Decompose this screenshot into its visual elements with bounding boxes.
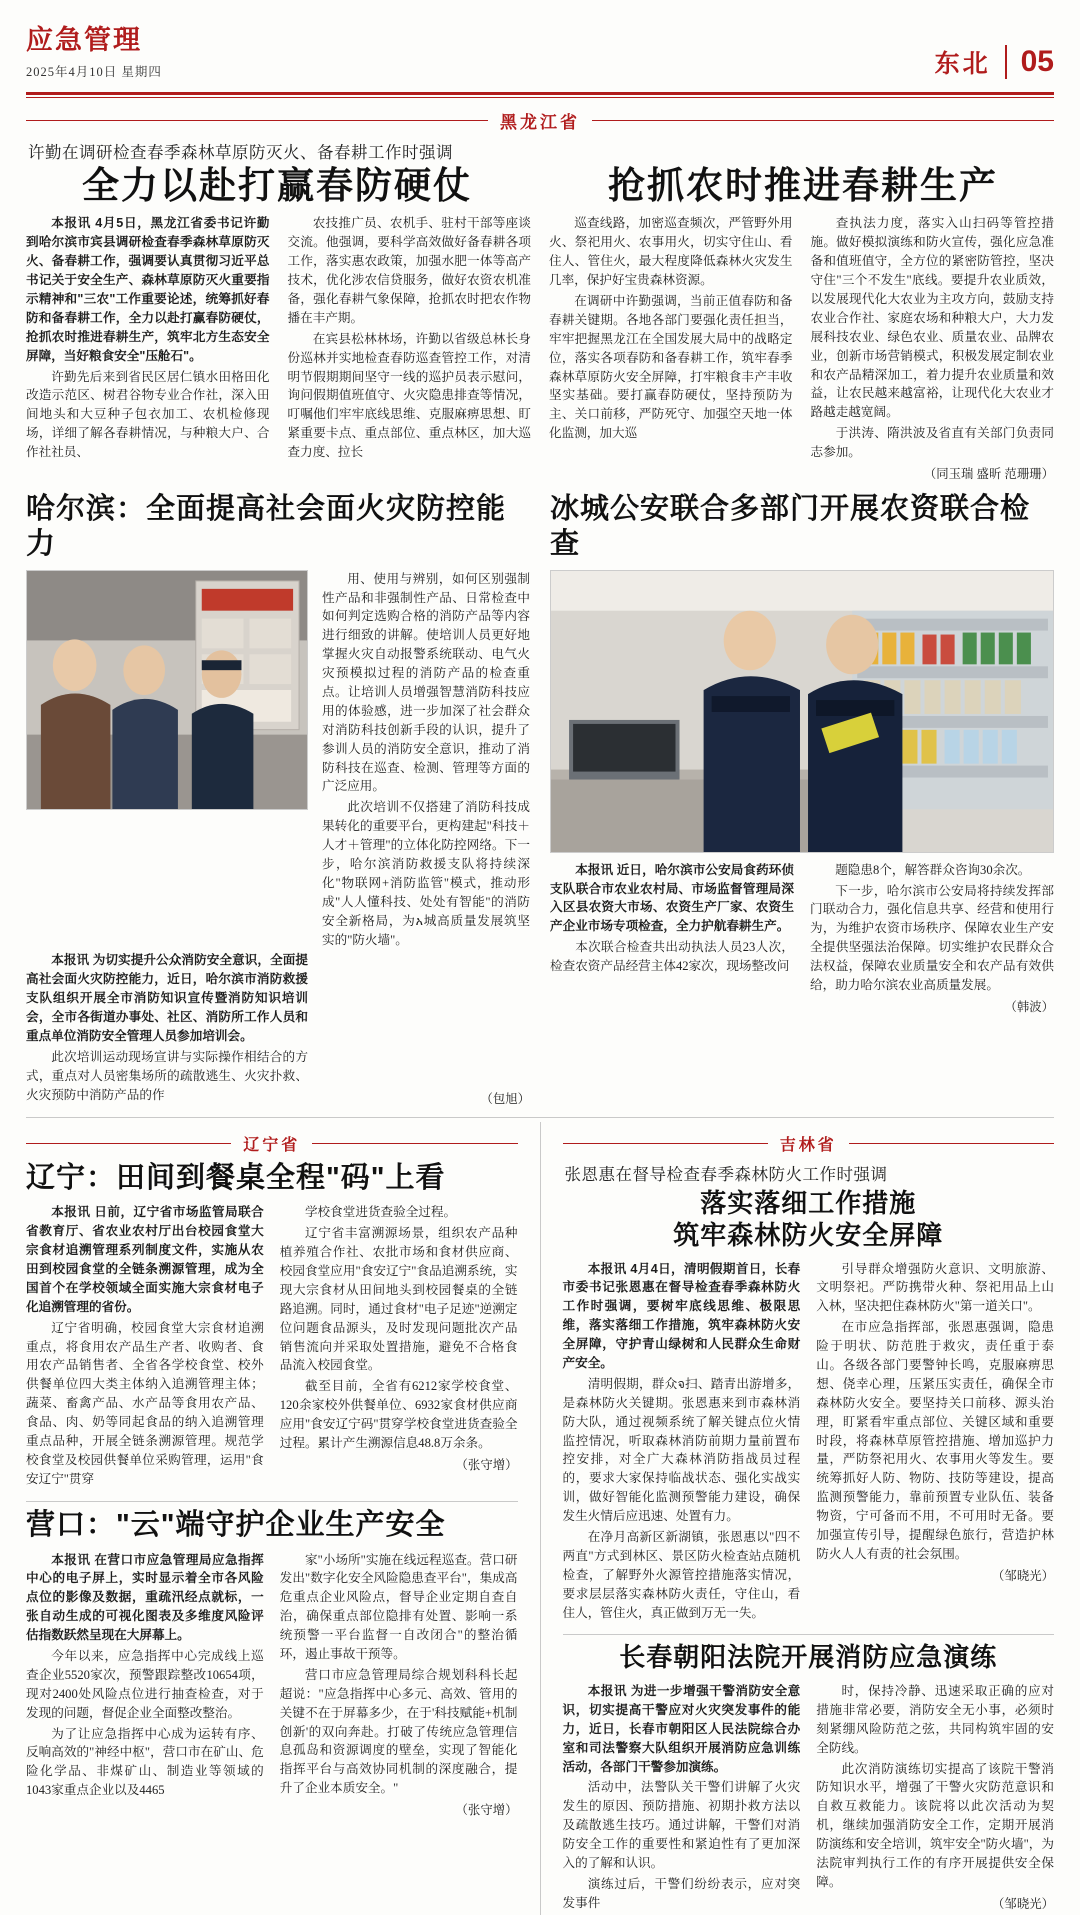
column-jilin xyxy=(563,1122,1055,1915)
bingcheng-dateline: 本报讯 近日，哈尔滨市公安局食药环侦支队联合市农业农村局、市场监督管理局深入区县农资大市场、农资生产厂家、农资生产企业市场专项检查，全力护航春耕生产。 xyxy=(550,862,794,934)
bingcheng-col-1 xyxy=(550,861,794,1015)
court-p-2-2: 此次消防演练切实提高了该院干警消防知识水平，增强了干警火灾防范意识和自救互救能力。该院将以此次活动为契机，继续加强消防安全工作，定期开展消防演练和安全培训，筑牢安全"防火墙"，为法院审判执行工作的有序开展提供安全保障。 xyxy=(816,1761,1054,1889)
liaoning-p-2-2: 辽宁省丰富溯源场景，组织农产品种植养殖合作社、农批市场和食材供应商、校园食堂应用"食安辽宁"食品追溯系统，实现大宗食材从田间地头到校园餐桌的全链路追溯。同时，通过食材"电子足迹"逆溯定位问题食品源头，及时发现问题批次产品销售流向并采取处置措施，避免不合格食品流入校园食堂。 xyxy=(279,1226,518,1373)
liaoning-col-2 xyxy=(280,1203,518,1490)
section-rule-left xyxy=(26,120,488,121)
jilin-headline-line-1: 落实落细工作措施 xyxy=(700,1187,917,1218)
section-label-liaoning: 辽宁省 xyxy=(243,1136,301,1154)
main-story-headlines xyxy=(26,165,1054,206)
yingkou-p-1-2: 今年以来，应急指挥中心完成线上巡查企业5520家次，预警跟踪整改10654项，现对2400处风险点位进行抽查检查，对于发现的问题，督促企业全面整改整治。 xyxy=(26,1648,264,1720)
yingkou-p-2-1: 家"小场所"实施在线远程巡查。营口研发出"数字化安全风险隐患查平台"，集成高危重点企业风险点，督导企业定期自查自治，确保重点部位隐排有处置、影响一系统预警一平台监督一自改闭合"的整治循环，遏止事故干预等。 xyxy=(279,1552,518,1661)
main-story-shoulder: 许勤在调研检查春季森林草原防灭火、备春耕工作时强调 xyxy=(28,143,453,162)
section-divider-1 xyxy=(26,1117,1054,1118)
liaoning-body xyxy=(26,1203,518,1490)
yingkou-col-1 xyxy=(26,1551,264,1819)
yingkou-p-2-2: 营口市应急管理局综合规划科科长起超说："应急指挥中心多元、高效、管用的关键不在于屏幕多少，在于'科技赋能+机制创新'的双向奔赴。打破了传统应急管理信息孤岛和资源调度的壁垒，实现了智能化指挥平台与高效协同机制的深度融合，提升了企业本质安全。" xyxy=(279,1667,518,1796)
jilin-dateline: 本报讯 4月4日，清明假期首日，长春市委书记张恩惠在督导检查春季森林防火工作时强调，要树牢底线思维、极限思维，落实落细工作措施，筑牢森林防火安全屏障，守护青山绿树和人民群众生命财产安全。 xyxy=(562,1261,801,1370)
main-story-byline: （同玉瑞 盛昕 范珊珊） xyxy=(923,467,1054,482)
liaoning-p-2-3: 截至目前，全省有6212家学校食堂、120余家校外供餐单位、6932家食材供应商应用"食安辽宁码"贯穿学校食堂进货查验全过程。累计产生溯源信息48.8万余条。 xyxy=(279,1379,518,1451)
section-label-jilin: 吉林省 xyxy=(779,1136,837,1154)
liaoning-p-2-1: 学校食堂进货查验全过程。 xyxy=(304,1205,457,1220)
yingkou-col-2 xyxy=(280,1551,518,1819)
bingcheng-photo-inner xyxy=(551,571,1053,852)
liaoning-headline: 辽宁：田间到餐桌全程"码"上看 xyxy=(26,1161,446,1194)
yingkou-headline: 营口："云"端守护企业生产安全 xyxy=(26,1508,446,1541)
harbin-p-1-2: 此次培训运动现场宣讲与实际操作相结合的方式，重点对人员密集场所的疏散逃生、火灾扑救、火灾预防中消防产品的作 xyxy=(26,1049,308,1102)
harbin-text-col-1 xyxy=(26,951,308,1106)
harbin-byline-wrap xyxy=(322,951,530,1106)
main-headline-left: 全力以赴打赢春防硬仗 xyxy=(82,165,472,206)
yingkou-p-1-3: 为了让应急指挥中心成为运转有序、反响高效的"神经中枢"，营口市在矿山、危险化学品、非煤矿山、制造业等领域的1043家重点企业以及4465 xyxy=(26,1726,264,1798)
column-liaoning xyxy=(26,1122,518,1915)
jilin-col-1 xyxy=(563,1260,801,1625)
liaoning-rule-right xyxy=(312,1143,517,1144)
court-p-1-2: 活动中，法警队关干警们讲解了火灾发生的原因、预防措施、初期扑救方法以及疏散逃生技巧。通过讲解，干警们对消防安全工作的重要性和紧迫性有了更加深入的了解和认识。 xyxy=(562,1780,801,1870)
harbin-text-col-2 xyxy=(322,570,530,952)
bingcheng-byline: （韩波） xyxy=(1004,999,1054,1014)
region-label: 东北 xyxy=(934,50,991,78)
liaoning-rule-left xyxy=(26,1143,231,1144)
harbin-dateline: 本报讯 为切实提升公众消防安全意识，全面提高社会面火灾防控能力，近日，哈尔滨市消防救援支队组织开展全市消防知识宣传暨消防知识培训会，全市各街道办事处、社区、消防所工作人员和重点单位消防安全管理人员参加培训会。 xyxy=(26,953,308,1043)
jilin-rule-right xyxy=(849,1143,1054,1144)
masthead-left xyxy=(26,18,162,80)
jilin-byline: （邹晓光） xyxy=(992,1568,1054,1583)
main-p-4-1: 查执法力度，落实入山扫码等管控措施。做好模拟演练和防火宣传，强化应急准备和值班值守，全方位的紧密防管控，坚决守住"三个不发生"底线。要提升农业质效，以发展现代化大农业为主攻方向，鼓励支持农业合作社、家庭农场和种粮大户，大力发展科技农业、绿色农业、质量农业、品牌农业，创新市场营销模式，积极发展定制农业和农产品精深加工，着力提升农业质量和效益，让农民越来越富裕，让现代化大农业才路越走越宽阔。 xyxy=(810,216,1054,420)
section-label-heilongjiang: 黑龙江省 xyxy=(500,113,580,132)
court-col-1 xyxy=(563,1682,801,1915)
dateline-1: 本报讯 4月5日，黑龙江省委书记许勤到哈尔滨市宾县调研检查春季森林草原防灭火、备春耕工作，强调要认真贯彻习近平总书记关于安全生产、森林草原防灭火重要指示精神和"三农"工作重要论述，统筹抓好春防和备春耕工作，全力以赴打赢春防硬仗，抢抓农时推进春耕生产，筑牢北方生态安全屏障，当好粮食安全"压舱石"。 xyxy=(26,216,270,363)
liaoning-p-1-2: 辽宁省明确，校园食堂大宗食材追溯重点，将食用农产品生产者、收购者、食用农产品销售者、全省各学校食堂、校外供餐单位四大类主体纳入追溯管理主体；蔬菜、畜禽产品、水产品等食用农产品、食品、肉、奶等同起食品的纳入追溯管理重点品种，开展全链条溯源管理。规范学校食堂及校园供餐单位采购管理，运用"食安辽宁"贯穿 xyxy=(26,1320,264,1486)
main-story-col-4 xyxy=(811,214,1055,482)
publication-date: 2025年4月10日 星期四 xyxy=(26,65,162,79)
yingkou-byline: （张守增） xyxy=(455,1803,518,1818)
bottom-region-row xyxy=(26,1122,1054,1915)
main-p-4-2: 于洪涛、隋洪波及省直有关部门负责同志参加。 xyxy=(810,426,1054,460)
jilin-p-2-2: 在市应急指挥部，张恩惠强调，隐患险于明状、防范胜于救灾，责任重于泰山。各级各部门要警钟长鸣，克服麻痹思想、侥幸心理，压紧压实责任，确保全市森林防火安全。要坚持关口前移、源头治理，盯紧看牢重点部位、关键区域和重要时段，将森林草原管控措施、增加巡护力量，严防祭祀用火、农事用火等发生。要统筹抓好人防、物防、技防等建设，提高监测预警能力，靠前预置专业队伍、装备物资，宁可备而不用，不可用时无备。要加强宣传引导，提醒绿色旅行，营造护林防火人人有责的社会氛围。 xyxy=(816,1320,1054,1561)
harbin-byline: （包旭） xyxy=(480,1091,530,1106)
section-bar-jilin xyxy=(563,1132,1055,1155)
yingkou-dateline: 本报讯 在营口市应急管理局应急指挥中心的电子屏上，实时显示着全市各风险点位的影像及数据，重疏汛经点就标，一张自动生成的可视化图表及多维度风险评估指数跃然呈现在大屏幕上。 xyxy=(26,1552,264,1643)
court-body xyxy=(563,1682,1055,1915)
jilin-divider xyxy=(563,1634,1055,1635)
harbin-headline: 哈尔滨：全面提高社会面火灾防控能力 xyxy=(26,493,507,560)
section-bar-liaoning xyxy=(26,1132,518,1155)
jilin-body xyxy=(563,1260,1055,1625)
main-story-body xyxy=(26,214,1054,482)
jilin-rule-left xyxy=(563,1143,768,1144)
masthead-rule-secondary xyxy=(26,97,1054,98)
photo-stories-row xyxy=(26,492,1054,1107)
jilin-p-1-3: 在净月高新区新湖镇，张恩惠以"四不两直"方式到林区、景区防火检查站点随机检查，了解野外火源管控措施落实情况，要求层层落实森林防火责任，守住山，看住人，管住火，真正做到万无一失。 xyxy=(562,1530,801,1620)
harbin-photo-inner xyxy=(27,571,307,809)
main-p-2-1: 农技推广员、农机手、驻村干部等座谈交流。他强调，要科学高效做好备春耕各项工作，落实惠农政策，加强水肥一体等高产技术，优化涉农信贷服务，做好农资农机准备，强化春耕气象保障，抢抓农时把农作物播在丰产期。 xyxy=(287,216,531,325)
bingcheng-p-2-1: 题隐患8个，解答群众咨询30余次。 xyxy=(835,862,1031,877)
court-headline: 长春朝阳法院开展消防应急演练 xyxy=(619,1642,998,1673)
yingkou-body xyxy=(26,1551,518,1819)
court-col-2 xyxy=(816,1682,1054,1915)
main-story-col-2 xyxy=(288,214,532,482)
jilin-col-2 xyxy=(816,1260,1054,1625)
jilin-p-2-1: 引导群众增强防火意识、文明旅游、文明祭祀。严防携带火种、祭祀用品上山入林，坚决把住森林防火"第一道关口"。 xyxy=(816,1261,1054,1314)
main-story-col-3 xyxy=(549,214,793,482)
court-p-2-1: 时，保持冷静、迅速采取正确的应对措施非常必要，消防安全无小事，必须时刻紧绷风险防范之弦，共同构筑牢固的安全防线。 xyxy=(816,1683,1054,1755)
column-divider xyxy=(540,1122,541,1915)
court-byline: （邹晓光） xyxy=(992,1896,1054,1911)
section-rule-right xyxy=(592,120,1054,121)
court-p-1-3: 演练过后，干警们纷纷表示，应对突发事件 xyxy=(562,1876,801,1910)
publication-title: 应急管理 xyxy=(26,25,142,55)
main-story-col-1 xyxy=(26,214,270,482)
bingcheng-headline: 冰城公安联合多部门开展农资联合检查 xyxy=(550,493,1031,560)
jilin-headline-line-2: 筑牢森林防火安全屏障 xyxy=(673,1220,944,1251)
harbin-photo-block xyxy=(26,570,308,952)
page-number: 05 xyxy=(1020,45,1054,78)
main-p-2-2: 在宾县松林林场，许勤以省级总林长身份巡林并实地检查春防巡查管控工作，对清明节假期期间坚守一线的巡护员表示慰问，询问假期值班值守、火灾隐患排查等情况，叮嘱他们牢牢底线思维、克服麻痹思想、盯紧重要卡点、重点部位、重点林区，加大巡查力度、拉长 xyxy=(287,331,531,460)
main-headline-right: 抢抓农时推进春耕生产 xyxy=(608,165,998,206)
jilin-p-1-2: 清明假期，群众จ扫、踏青出游增多，是森林防火关键期。张恩惠来到市森林消防大队，通过视频系统了解关键点位火情监控情况，听取森林消防前期力量前置布控安排，对全广大森林消防指战员过程的，要求大家保持临战状态、强化实战实训，做好智能化监测预警能力建设，确保发生火情后应迅速、处置有力。 xyxy=(562,1376,801,1524)
masthead-divider xyxy=(1005,45,1007,79)
main-p-3-2: 在调研中许勤强调，当前正值春防和备春耕关键期。各地各部门要强化责任担当，牢牢把握黑龙江在全国发展大局中的战略定位，落实各项春防和备春耕工作，筑牢春季森林草原防火安全屏障，打牢粮食丰产丰收坚实基础。要打赢春防硬仗，坚持预防为主、关口前移，严防死守、加强空天地一体化监测，加大巡 xyxy=(549,294,793,441)
bingcheng-body xyxy=(550,861,1054,1015)
liaoning-byline: （张守增） xyxy=(455,1457,518,1472)
bingcheng-col-2 xyxy=(810,861,1054,1015)
bingcheng-p-1-2: 本次联合检查共出动执法人员23人次，检查农资产品经营主体42家次，现场整改问 xyxy=(550,940,794,974)
bingcheng-photo xyxy=(550,570,1054,853)
main-p-3-1: 巡查线路，加密巡查频次，严管野外用火、祭祀用火、农事用火，切实守住山、看住人、管住火，最大程度降低森林火灾发生几率，保护好宝贵森林资源。 xyxy=(549,216,793,288)
masthead xyxy=(26,18,1054,86)
harbin-p-2-2: 此次培训不仅搭建了消防科技成果转化的重要平台，更构建起"科技＋人才＋管理"的立体化防控网络。下一步，哈尔滨消防救援支队将持续深化"物联网+消防监管"模式，推动形成"人人懂科技、处处有智能"的消防安全新格局，为አ城高质量发展筑坚实的"防火墙"。 xyxy=(322,800,530,947)
story-bingcheng xyxy=(550,492,1054,1107)
liaoning-divider xyxy=(26,1501,518,1502)
story-harbin xyxy=(26,492,530,1107)
harbin-photo xyxy=(26,570,308,810)
court-dateline: 本报讯 为进一步增强干警消防安全意识，切实提高干警应对火灾突发事件的能力，近日，长春市朝阳区人民法院综合办室和司法警察大队组织开展消防应急训练活动，各部门干警参加演练。 xyxy=(562,1683,801,1774)
bingcheng-p-2-2: 下一步，哈尔滨市公安局将持续发挥部门联动合力，强化信息共享、经营和使用行为，为维护农资市场秩序、保障农业生产安全提供坚强法治保障。切实维护农民群众合法权益，保障农业质量安全和农产品有效供给，助力哈尔滨农业高质量发展。 xyxy=(810,883,1054,992)
masthead-right xyxy=(935,44,1054,80)
liaoning-dateline: 本报讯 日前，辽宁省市场监管局联合省教育厅、省农业农村厅出台校园食堂大宗食材追溯管理系列制度文件，实施从农田到校园食堂的全链条溯源管理，成为全国首个在学校领域全面实施大宗食材电子化追溯管理的省份。 xyxy=(26,1205,264,1314)
section-bar-heilongjiang xyxy=(26,108,1054,133)
main-p-1-2: 许勤先后来到省民区居仁镇水田格田化改造示范区、树君谷物专业合作社，深入田间地头和大豆种子包衣加工、农机检修现场，详细了解各春耕情况，与种粮大户、合作社社员、 xyxy=(26,369,270,460)
harbin-p-2-1: 用、使用与辨别，如何区别强制性产品和非强制性产品、日常检查中如何判定选购合格的消防产品等内容进行细致的讲解。使培训人员更好地掌握火灾自动报警系统联动、电气火灾预模拟过程的消防产品的检查重点。让培训人员增强智慧消防科技应用的体验感，进一步加深了社会群众对消防科技创新手段的认识，提升了参训人员的消防安全意识，推动了消防科技在巡查、检测、管理等方面的广泛应用。 xyxy=(322,571,530,794)
liaoning-col-1 xyxy=(26,1203,264,1490)
masthead-rule xyxy=(26,92,1054,95)
jilin-shoulder: 张恩惠在督导检查春季森林防火工作时强调 xyxy=(564,1164,888,1184)
